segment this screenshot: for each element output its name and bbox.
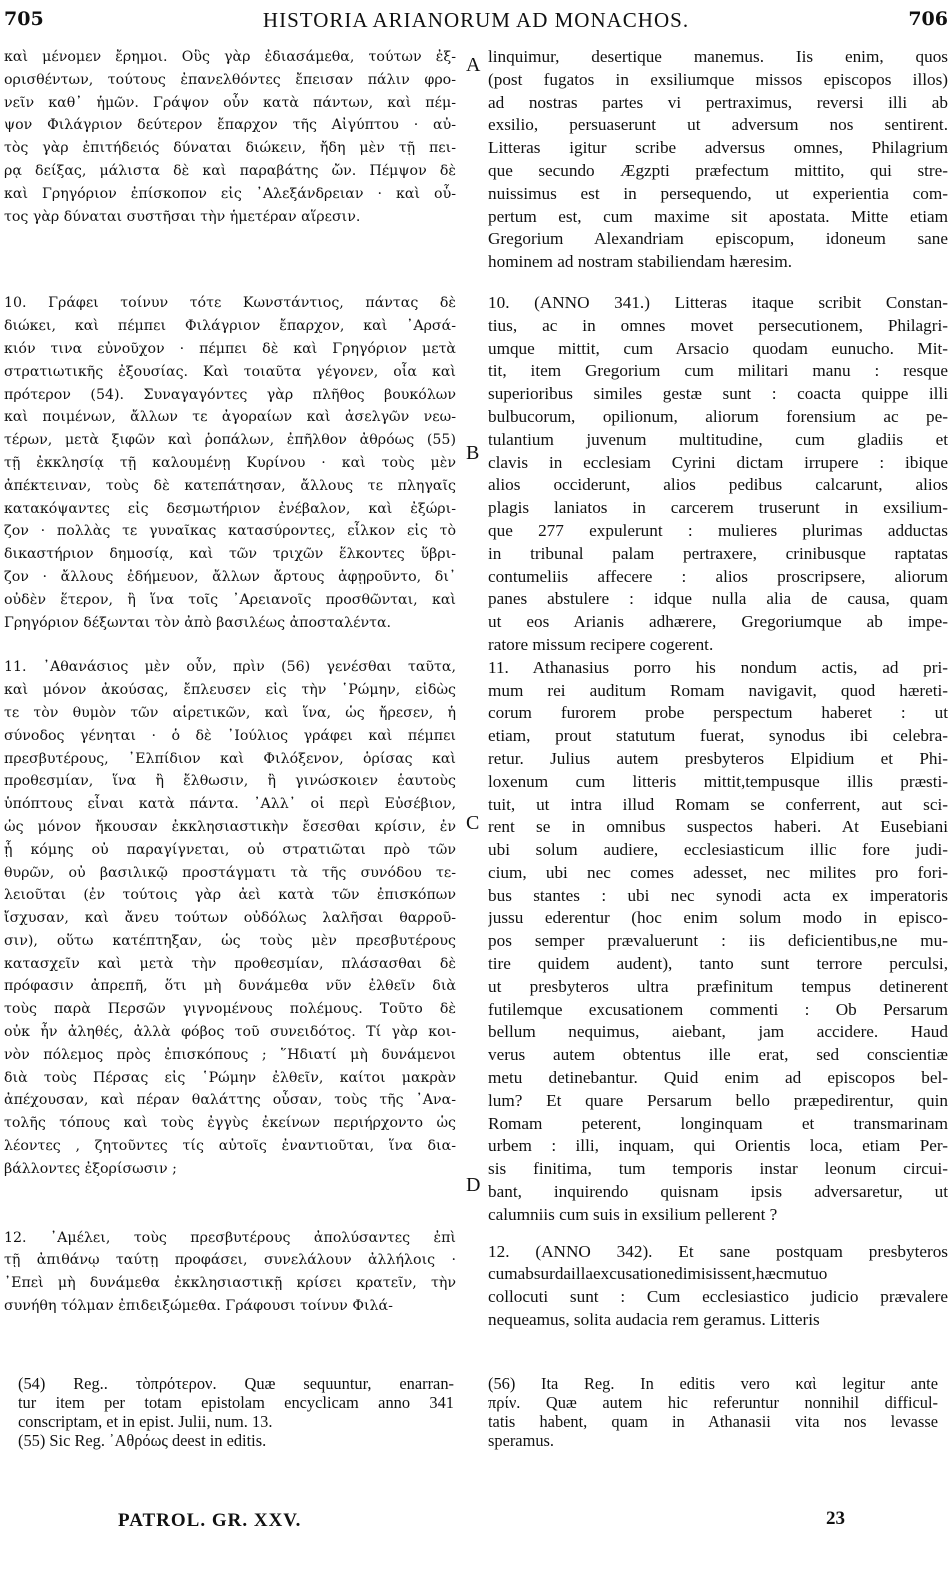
text-line: λέοντες , ζητοῦντες τίς αὐτοῖς ἐναντιοῦται, ἵνα δια- [4, 1138, 456, 1155]
text-line: 10. (ANNO 341.) Litteras itaque scribit Constan- [488, 292, 948, 312]
text-line: Γρηγόριον δέξωνται τὸν ἀπὸ βασιλέως ἀποσταλέντα. [4, 614, 392, 631]
text-line: κιόν τινα εὐνοῦχον · πέμπει δὲ καὶ Γρηγόριον μετὰ [4, 340, 456, 357]
text-line: σιν), οὕτω κατέπτηξαν, ὡς τοὺς μὲν πρεσβυτέρους [4, 932, 456, 949]
text-line: ρᾳ δείξας, μάλιστα δὲ καὶ παραβάτης ὤν. Πέμψον δὲ [4, 162, 456, 179]
text-line: Litteras igitur scribe adversus omnes, Philagrium [488, 138, 948, 158]
running-title: HISTORIA ARIANORUM AD MONACHOS. [262, 8, 690, 32]
margin-letter-a: A [466, 54, 481, 76]
paragraph-p11 [488, 657, 948, 1227]
text-line: loxenum cum litteris mittit,tempusque illis præsti- [488, 771, 948, 791]
margin-letter-d: D [466, 1174, 481, 1196]
text-line: πρεσβυτέρους, ᾽Ελπίδιον καὶ Φιλόξενον, ὁρίσας καὶ [4, 750, 456, 767]
text-line: ubi solum audiere, ecclesiasticum illic fore judi- [488, 840, 948, 860]
text-line: mum rei auditum Romam navigavit, quod hæreti- [488, 680, 948, 700]
text-line: linquimur, desertique manemus. Iis enim, quos [488, 47, 948, 66]
text-line: ᾽Επεὶ μὴ δυνάμεθα ἐκκλησιαστικῇ κρίσει κρατεῖν, τὴν [4, 1275, 456, 1292]
text-line: καὶ μένομεν ἔρημοι. Οὓς γὰρ ἐδιασάμεθα, τούτων ἐξ- [4, 49, 456, 65]
text-line: ψον Φιλάγριον δεύτερον ἔπαρχον τῆς Αἰγύπτου · αὐ- [4, 117, 456, 134]
text-line: ορισθέντων, τούτους ἐπανελθόντες ἔπεισαν πάλιν φρο- [4, 71, 456, 88]
text-line: στρατιωτικῆς ἐξουσίας. Καὶ τοιαῦτα γέγονεν, οἷα καὶ [4, 363, 456, 380]
text-line: ἀπέχουσαν, καὶ πέραν θαλάττης οὖσαν, τοὺς τῆς ᾽Ανα- [4, 1092, 456, 1109]
text-line: (post fugatos in exsiliumque missos episcopos illos) [488, 69, 948, 89]
text-line: τοὺς παρὰ Περσῶν γιγνομένους πολέμους. Τοῦτο δὲ [4, 1001, 456, 1018]
page-number-right: 706 [908, 8, 948, 30]
footnote-line: conscriptam, et in epist. Julii, num. 13. [18, 1412, 273, 1431]
text-line: νεῖν καθ᾽ ἡμῶν. Γράψον οὖν κατὰ πάντων, καὶ πέμ- [4, 94, 456, 111]
text-line: κατασχεῖν καὶ μετὰ τὴν προθεσμίαν, πλάσασθαι δὲ [4, 955, 456, 972]
text-line: οὐκ ἦν ἀληθές, ἀλλὰ φόβος τοῦ συνειδότος. Τί γὰρ κοι- [4, 1024, 456, 1041]
text-line: καὶ Γρηγόριον ἐπίσκοπον εἰς ᾽Αλεξάνδρειαν · καὶ οὗ- [4, 185, 456, 202]
text-line: 12. (ANNO 342). Et sane postquam presbyteros [488, 1241, 948, 1261]
text-line: τῇ ἐκκλησίᾳ τῇ καλουμένῃ Κυρίνου · καὶ τοὺς μὲν [4, 454, 456, 471]
text-line: calumniis cum suis in exsilium pellerent ? [488, 1204, 778, 1224]
text-line: ut presbyteros ultra præfinitum tempus detinerent [488, 976, 948, 996]
text-line: ἴσχυσαν, καὶ ἄνευ τούτων οὐδόλως λαλῆσαι θαρροῦ- [4, 910, 456, 927]
text-line: etiam, prout statutum fuerat, synodus ibi celebra- [488, 726, 948, 746]
latin-column [488, 46, 948, 1332]
text-line: rent se in omnibus suspectos haberi. At Eusebiani [488, 817, 948, 837]
text-line: τέρων, μετὰ ξιφῶν καὶ ῥοπάλων, ἐπῆλθον ἀθρόως (55) [4, 432, 456, 449]
text-line: ὑπόπτους εἶναι κατὰ πάντα. ᾽Αλλ᾽ οἱ περὶ Εὐσέβιον, [4, 796, 456, 813]
paragraph-p1 [4, 46, 456, 228]
margin-letter-c: C [466, 812, 480, 834]
footnote-line: (56) Ita Reg. In editis vero καὶ legitur ante [488, 1374, 938, 1393]
text-line: καὶ μόνον ἀκούσας, ἔπλευσεν εἰς τὴν ῾Ρώμην, εἰδὼς [4, 682, 456, 699]
text-line: panes abstulere : idque nulla alia de causa, quam [488, 589, 948, 609]
text-line: προθεσμίαν, ἵνα ἢ ἔλθωσιν, ἢ γινώσκοιεν ἑαυτοὺς [4, 773, 456, 790]
footer-signature: 23 [826, 1508, 845, 1529]
footnote-line: tur item per totam epistolam encyclicam anno 341 [18, 1393, 454, 1412]
page-header [0, 0, 952, 40]
text-line: διὰ τοὺς Πέρσας εἰς ῾Ρώμην ἐλθεῖν, καίτοι μακρὰν [4, 1069, 456, 1086]
text-line: tulantium juvenum multitudine, cum gladiis et [488, 429, 948, 449]
text-line: que secundo Ægzpti præfectum mittito, qui stre- [488, 160, 948, 180]
text-line: ᾗ κόμης οὐ παραγίγνεται, οὐ στρατιῶται πρὸ τῶν [4, 841, 456, 858]
text-line: clavis in ecclesiam Cyrini dictam irrupere : ibique [488, 452, 948, 472]
text-line: in tribunal palam pertraxere, crinibusque raptatas [488, 543, 948, 563]
text-line: cium, ubi nec comes adesset, nec milites pro fori- [488, 862, 948, 882]
text-line: συνήθη τόλμαν ἐπιδειξώμεθα. Γράφουσι τοίνυν Φιλά- [4, 1298, 393, 1315]
text-line: Gregorium Alexandriam episcopum, idoneum sane [488, 229, 948, 249]
text-line: cumabsurdaillaexcusationedimisissent,hæcmutuo [488, 1264, 828, 1284]
text-line: sis finitima, tum temporis instar leonum circui- [488, 1159, 948, 1179]
text-line: λειοῦται (ἐν τούτοις γὰρ ἀεὶ κατὰ τῶν ἐπισκόπων [4, 887, 456, 904]
text-line: bus stantes : ubi nec synodi acta ex imperatoris [488, 885, 948, 905]
footnote-line: πρίν. Quæ autem hic referuntur nonnihil difficul- [488, 1393, 938, 1412]
text-line: ad nostras partes vi pertraximus, reversi illi ab [488, 92, 948, 112]
text-line: metu detinebantur. Quid enim ad episcopos bel- [488, 1068, 948, 1088]
text-line: 11. ᾽Αθανάσιος μὲν οὖν, πρὶν (56) γενέσθαι ταῦτα, [4, 659, 456, 676]
text-line: lum? Et quare Persarum bello præpedirentur, quin [488, 1090, 948, 1110]
paragraph-p12 [4, 1227, 456, 1318]
footnote-line: tatis habent, quam in Athanasii vita nos levasse [488, 1412, 938, 1431]
text-line: jussu ederentur (hoc enim solum modo in episco- [488, 908, 948, 928]
text-line: καὶ ποιμένων, ἄλλων τε ἀγοραίων καὶ ἀσελγῶν νεω- [4, 409, 456, 426]
greek-column [4, 46, 456, 1318]
text-line: κατακόψαντες εἰς δεσμωτήριον ἐνέβαλον, καὶ ἐξώρι- [4, 500, 456, 517]
text-line: umque mittit, cum Arsacio quodam eunucho. Mit- [488, 338, 948, 358]
text-line: nequeamus, solita audacia rem geramus. Litteris [488, 1310, 820, 1330]
text-line: ἀπέκτειναν, τοὺς δὲ κατεπάτησαν, ἄλλους τε πληγαῖς [4, 477, 456, 494]
text-line: que 277 expulerunt : mulieres plurimas adductas [488, 520, 948, 540]
text-line: retur. Julius autem presbyteros Elpidium et Phi- [488, 748, 948, 768]
text-line: superioribus similes gestæ sunt : coacta quippe illi [488, 384, 948, 404]
text-line: urbem : illi, inquam, qui Orientis loca, etiam Per- [488, 1136, 948, 1156]
text-line: ut eos Arianis adhærere, Gregoriumque ab impe- [488, 612, 948, 632]
text-line: alios occiderunt, alios pedibus calcarunt, alios [488, 475, 948, 495]
margin-letter-b: B [466, 442, 480, 464]
text-line: bulbucorum, opilionum, aliorum forensium ac pe- [488, 406, 948, 426]
footnote-line: (55) Sic Reg. ᾽Αθρόως deest in editis. [18, 1431, 267, 1450]
paragraph-p10 [4, 292, 456, 634]
paragraph-p1 [488, 46, 948, 274]
paragraph-p11 [4, 656, 456, 1180]
text-line: corum furorem probe perspectum haberet : ut [488, 703, 948, 723]
text-line: πρότερον (54). Συναγαγόντες γὰρ πλῆθος βουκόλων [4, 386, 456, 403]
text-line: bellum nequimus, aiebant, jam accidere. Haud [488, 1022, 948, 1042]
text-line: 10. Γράφει τοίνυν τότε Κωνστάντιος, πάντας δὲ [4, 295, 456, 312]
text-line: hominem ad nostram stabiliendam hæresim. [488, 252, 793, 272]
text-line: σύνοδος γένηται · ὁ δὲ ᾽Ιούλιος γράφει καὶ πέμπει [4, 727, 456, 744]
text-line: τολῆς τόπους καὶ τοὺς ἐγγὺς ἐκείνων περιήρχοντο ὡς [4, 1115, 456, 1132]
text-line: pertum est, cum maxime sit apostata. Mitte etiam [488, 206, 948, 226]
footnotes-left [18, 1374, 454, 1450]
text-line: 11. Athanasius porro his nondum actis, ad pri- [488, 657, 948, 677]
text-line: διώκει, καὶ πέμπει Φιλάγριον ἔπαρχον, καὶ ᾽Αρσά- [4, 318, 456, 335]
footnote-line: speramus. [488, 1431, 555, 1450]
text-line: exsilio, persuaserunt ut adversum nos sentirent. [488, 115, 948, 135]
text-line: τε τὸν θυμὸν τῶν αἱρετικῶν, καὶ ἵνα, ὡς ἤρεσεν, ἡ [4, 704, 456, 721]
text-line: 12. ᾽Αμέλει, τοὺς πρεσβυτέρους ἀπολύσαντες ἐπὶ [4, 1229, 456, 1246]
text-line: οὐδὲν ἕτερον, ἢ ἵνα τοῖς ᾽Αρειανοῖς προσθῶνται, καὶ [4, 591, 456, 608]
text-line: futilemque excusationem commenti : Ob Persarum [488, 999, 948, 1019]
text-line: ζον · ἄλλους ἐδήμευον, ἄλλων ἄρτους ἀφῃροῦντο, δι᾽ [4, 568, 456, 585]
text-line: βάλλοντες ἐξορίσωσιν ; [4, 1160, 177, 1177]
text-line: Romam peterent, longinquam et transmarinam [488, 1113, 948, 1133]
text-line: τος γὰρ δύναται συστῆσαι τὴν ἡμετέραν αἵρεσιν. [4, 208, 361, 225]
text-line: δικαστήριον δημοσίᾳ, καὶ τῶν τριχῶν ἕλκοντες ὕβρι- [4, 546, 456, 563]
text-line: ratore missum recipere cogerent. [488, 634, 714, 654]
text-line: νὸν πόλεμος πρὸς ἐπισκόπους ; ῞Ηδιατί μὴ δυνάμενοι [4, 1046, 456, 1063]
paragraph-p10 [488, 292, 948, 657]
text-line: ζον · πολλὰς τε γυναῖκας κατασύροντες, εἷλκον εἰς τὸ [4, 523, 456, 540]
text-line: ὡς μόνον ἤκουσαν ἐκκλησιαστικὴν ἔσεσθαι κρίσιν, ἐν [4, 818, 456, 835]
footnote-line: (54) Reg.. τὸπρότερον. Quæ sequuntur, enarran- [18, 1374, 454, 1393]
text-line: tit, item Gregorium cum militari manu : resque [488, 361, 948, 381]
text-line: bant, inquirendo quisnam ipsis adversaretur, ut [488, 1182, 948, 1202]
text-line: collocuti sunt : Cum ecclesiastico judicio prævalere [488, 1287, 948, 1307]
footnotes-right [488, 1374, 938, 1450]
text-line: tuit, ut intra illud Romam se conferrent, aut sci- [488, 794, 948, 814]
text-line: πρόφασιν ἀπρεπῆ, ὅτι μὴ δυνάμεθα νῦν ἐλθεῖν διὰ [4, 978, 456, 995]
text-line: θυρῶν, οὐ βασιλικῷ προστάγματι τὰ τῆς συνόδου τε- [4, 864, 456, 881]
text-line: pos semper prævaluerunt : iis deficientibus,ne mu- [488, 931, 948, 951]
text-line: plagis laniatos in carcerem truserunt in exsilium- [488, 498, 948, 518]
footer-series: PATROL. GR. XXV. [118, 1510, 302, 1531]
text-line: τὸς γὰρ ἐπιτήδειός δύναται διώκειν, ἤδη μὲν τῇ πει- [4, 140, 456, 157]
paragraph-p12 [488, 1241, 948, 1332]
text-line: nuissimus est in persequendo, ut experientia com- [488, 183, 948, 203]
text-line: verus autem obtentus ille erat, sed conscientiæ [488, 1045, 948, 1065]
text-line: contumeliis affecere : alios proscripsere, aliorum [488, 566, 948, 586]
text-line: τῇ ἀπιθάνῳ ταύτῃ προφάσει, συνελάλουν ἀλλήλοις · [4, 1252, 456, 1269]
text-line: tire quidem audent), tanto sunt terrore perculsi, [488, 954, 948, 974]
text-line: tius, ac in omnes movet persecutionem, Philagri- [488, 315, 948, 335]
page-number-left: 705 [4, 8, 44, 30]
